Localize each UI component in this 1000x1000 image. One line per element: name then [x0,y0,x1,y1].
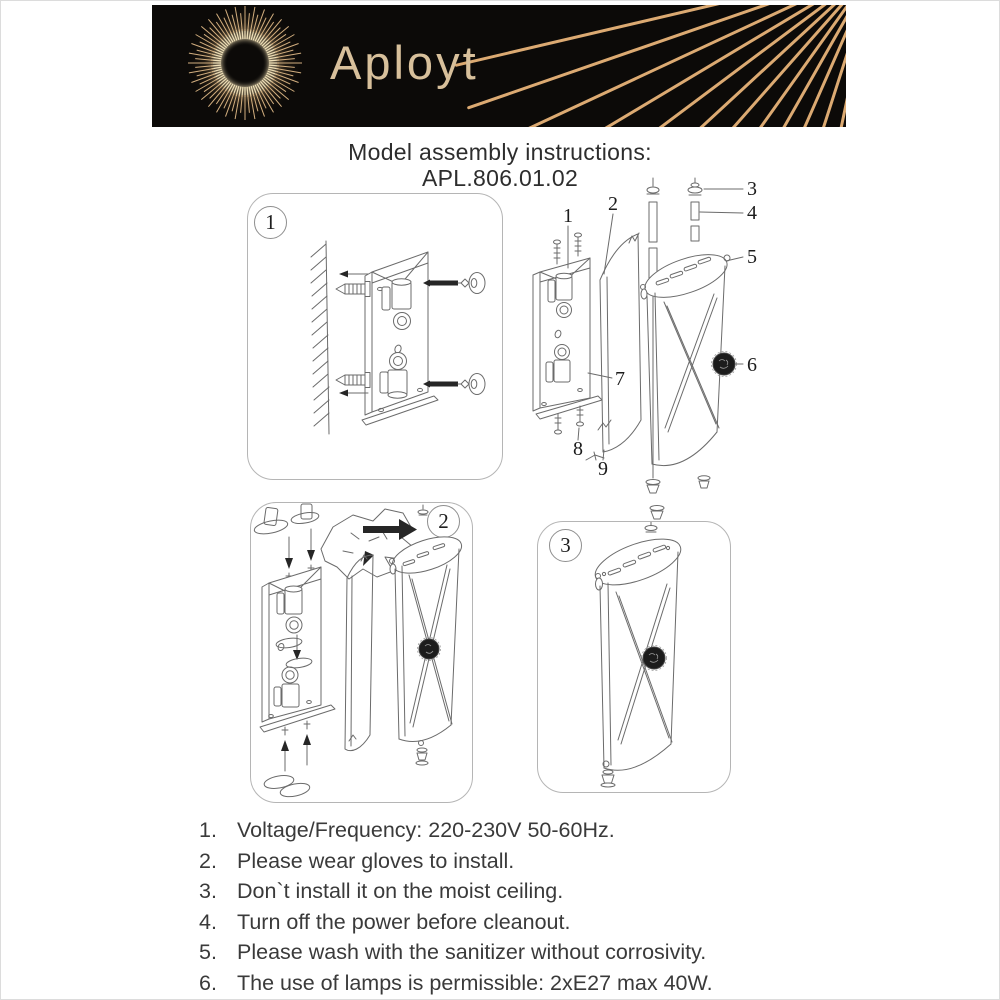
screw-top [423,273,485,294]
spring-spacers [691,202,699,241]
model-number: APL.806.01.02 [421,165,579,191]
exploded-view-diagram [528,176,778,536]
step1-number-badge: 1 [254,206,287,239]
item-number: 3. [199,879,217,904]
page-title: Model assembly instructions: [348,139,652,165]
arrow-up-icons [263,721,311,798]
list-item [199,846,859,877]
part-label-2: 2 [608,193,618,215]
list-item [199,937,859,968]
screw-bottom [423,374,485,395]
part-label-8: 8 [573,438,583,460]
step3-diagram [538,522,726,788]
item-number: 5. [199,940,217,965]
list-item [199,876,859,907]
inner-diffuser [586,233,641,460]
list-item [199,968,859,999]
arrow-right-icon [363,519,417,540]
step1-panel [247,193,503,480]
step3-panel [537,521,731,793]
wall-anchor-top [336,282,370,297]
decorative-knob [712,352,737,377]
part-label-7: 7 [615,368,625,390]
brand-header [152,5,846,127]
part-label-3: 3 [747,178,757,200]
arrow-left-top [339,271,368,278]
arrow-left-bottom [339,390,368,397]
item-text: Don`t install it on the moist ceiling. [237,879,564,904]
instruction-list [199,815,859,999]
assembled-sconce [388,505,466,765]
part-labels [563,178,757,480]
step2-panel [250,502,473,803]
step3-number-badge: 3 [549,529,582,562]
brand-logo-text: Aployt [330,36,479,89]
item-text: Please wear gloves to install. [237,848,515,873]
wall-anchor-bottom [336,373,370,388]
inner-diffuser [345,555,373,751]
step2-diagram [251,503,468,798]
item-text: Turn off the power before cleanout. [237,909,571,934]
item-number: 6. [199,970,217,995]
list-item [199,815,859,846]
item-text: The use of lamps is permissible: 2xE27 max 40W. [237,970,713,995]
part-label-1: 1 [563,205,573,227]
mounting-plate [533,258,602,419]
item-text: Voltage/Frequency: 220-230V 50-60Hz. [237,818,615,842]
part-label-5: 5 [747,246,757,268]
list-item [199,907,859,938]
item-number: 2. [199,848,217,873]
finished-sconce [590,522,687,787]
part-label-6: 6 [747,354,757,376]
part-label-9: 9 [598,458,608,480]
mounting-plate [362,252,438,425]
step2-number-badge: 2 [427,505,460,538]
light-bulb-icons-top [253,504,320,536]
item-number: 1. [199,818,217,842]
fan-rays-icon [152,5,846,127]
item-text: Please wash with the sanitizer without corrosivity. [237,940,707,965]
part-label-4: 4 [747,202,757,224]
top-finial [688,178,702,195]
step1-diagram [248,194,498,475]
item-number: 4. [199,909,217,934]
wall-hatch [311,241,329,434]
